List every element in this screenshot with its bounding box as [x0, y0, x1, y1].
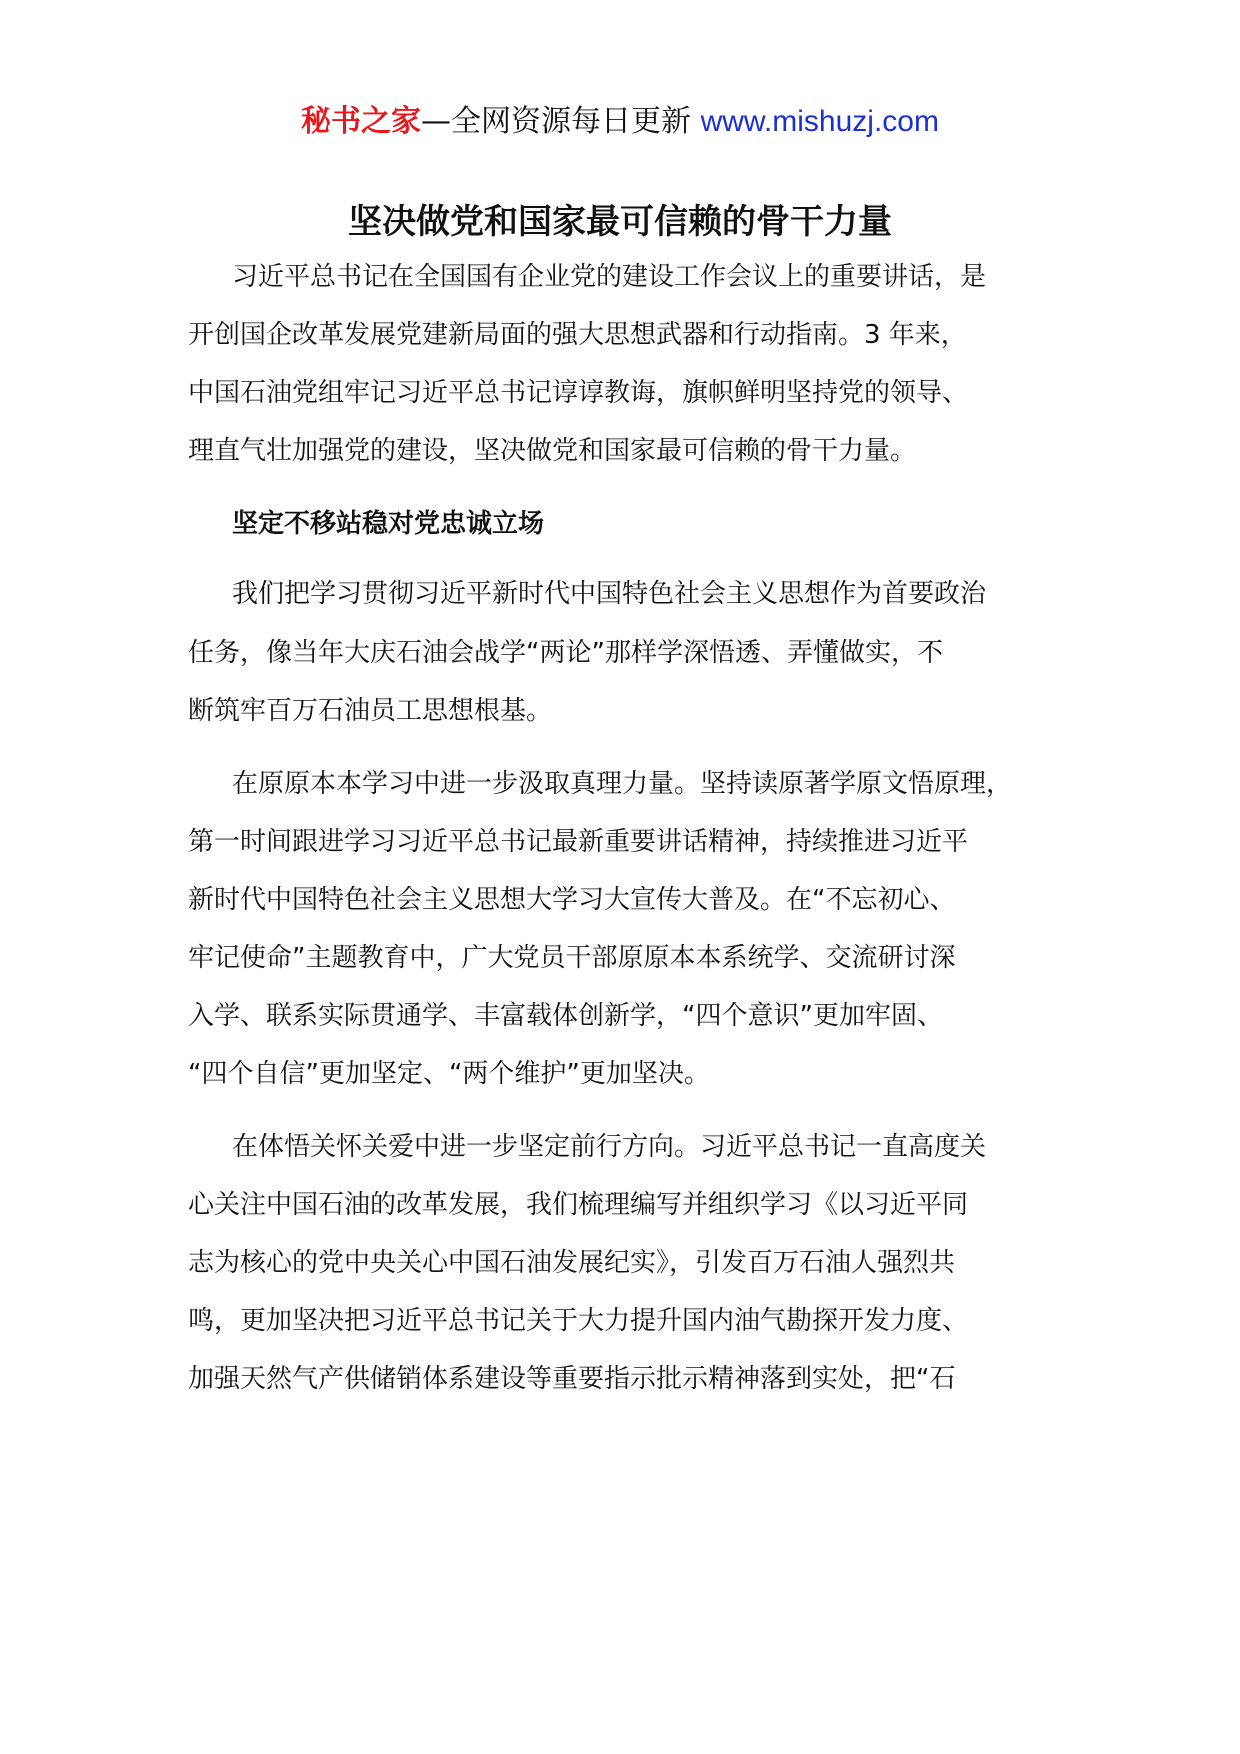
paragraph-line: 断筑牢百万石油员工思想根基。: [188, 696, 553, 726]
paragraph-line: 在体悟关怀关爱中进一步坚定前行方向。习近平总书记一直高度关: [232, 1132, 987, 1162]
paragraph-line: 任务，像当年大庆石油会战学“两论”那样学深悟透、弄懂做实，不: [188, 638, 943, 668]
site-brand: 秘书之家: [301, 104, 422, 139]
site-url-link[interactable]: www.mishuzj.com: [700, 105, 939, 138]
paragraph-line: 新时代中国特色社会主义思想大学习大宣传大普及。在“不忘初心、: [188, 885, 956, 915]
paragraph-line: 心关注中国石油的改革发展，我们梳理编写并组织学习《以习近平同: [188, 1190, 969, 1220]
paragraph-line: 志为核心的党中央关心中国石油发展纪实》，引发百万石油人强烈共: [188, 1248, 956, 1278]
paragraph-line: 鸣，更加坚决把习近平总书记关于大力提升国内油气勘探开发力度、: [188, 1306, 969, 1336]
paragraph-line: 开创国企改革发展党建新局面的强大思想武器和行动指南。3 年来，: [188, 320, 967, 350]
section-heading: 坚定不移站稳对党忠诚立场: [232, 509, 545, 539]
paragraph-line: 我们把学习贯彻习近平新时代中国特色社会主义思想作为首要政治: [232, 579, 987, 609]
site-tagline: —全网资源每日更新: [421, 104, 692, 139]
paragraph-line: 在原原本本学习中进一步汲取真理力量。坚持读原著学原文悟原理，: [232, 769, 1013, 799]
paragraph-line: 习近平总书记在全国国有企业党的建设工作会议上的重要讲话，是: [232, 262, 987, 292]
paragraph-line: 第一时间跟进学习习近平总书记最新重要讲话精神，持续推进习近平: [188, 827, 969, 857]
paragraph-line: 中国石油党组牢记习近平总书记谆谆教诲，旗帜鲜明坚持党的领导、: [188, 378, 969, 408]
paragraph-line: 理直气壮加强党的建设，坚决做党和国家最可信赖的骨干力量。: [188, 436, 917, 466]
paragraph-line: 入学、联系实际贯通学、丰富载体创新学，“四个意识”更加牢固、: [188, 1001, 943, 1031]
paragraph-line: 加强天然气产供储销体系建设等重要指示批示精神落到实处，把“石: [188, 1364, 956, 1394]
paragraph-line: 牢记使命”主题教育中，广大党员干部原原本本系统学、交流研讨深: [188, 943, 956, 973]
document-title: 坚决做党和国家最可信赖的骨干力量: [348, 202, 892, 242]
site-header: [0, 100, 1240, 144]
paragraph-line: “四个自信”更加坚定、“两个维护”更加坚决。: [188, 1059, 710, 1089]
